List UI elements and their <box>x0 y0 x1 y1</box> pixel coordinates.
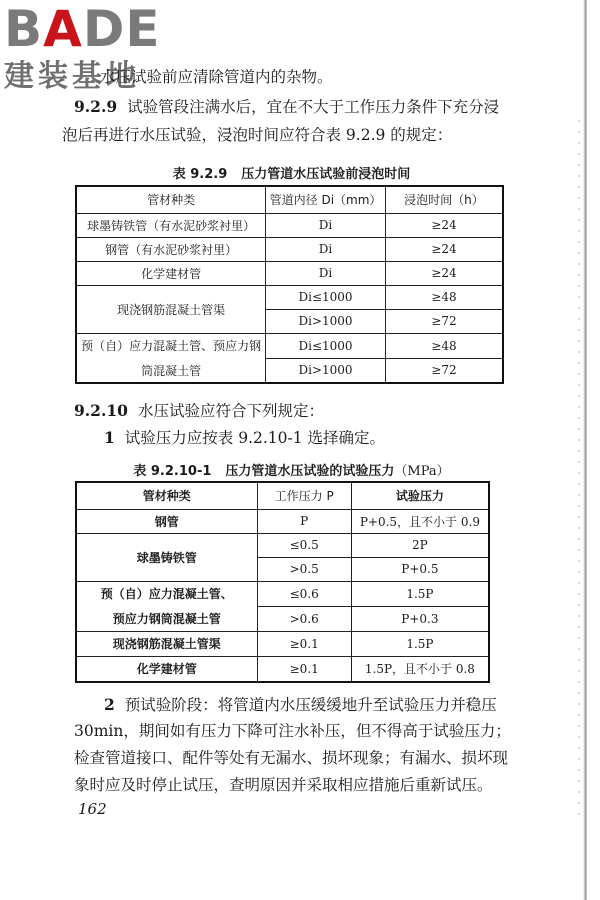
table-cell: Di <box>266 213 386 237</box>
logo-subtitle: 建装基地 <box>4 59 140 94</box>
table-cell: ≥24 <box>385 213 503 237</box>
table-cell: 预（自）应力混凝土管、 <box>76 581 257 606</box>
header-cell: 工作压力 P <box>257 482 351 509</box>
table-row <box>76 358 503 383</box>
table-cell: P+0.3 <box>351 606 489 631</box>
clause-text: 试验管段注满水后，宜在不大于工作压力条件下充分浸 <box>127 98 500 116</box>
item-text: 试验压力应按表 9.2.10-1 选择确定。 <box>124 429 386 447</box>
table-cell: 球墨铸铁管 <box>76 533 257 581</box>
table-cell: 化学建材管 <box>76 261 266 285</box>
table-header-row <box>76 482 489 509</box>
table-cell: Di <box>266 237 386 261</box>
logo-wordmark: BADE <box>4 0 161 58</box>
table-cell: 现浇钢筋混凝土管渠 <box>76 285 266 333</box>
table-cell: >0.5 <box>257 557 351 581</box>
table-cell: ≥24 <box>385 261 503 285</box>
item-number: 1 <box>104 428 115 447</box>
text-line: 水压试验前应清除管道内的杂物。 <box>100 68 333 86</box>
table-cell: P <box>257 509 351 533</box>
table-cell: ≥0.1 <box>257 631 351 656</box>
clause-number: 9.2.9 <box>74 97 118 116</box>
table-row <box>76 213 503 237</box>
header-cell: 浸泡时间（h） <box>385 186 503 213</box>
table-row <box>76 333 503 358</box>
table-cell: ≥48 <box>385 333 503 358</box>
table-cell: 化学建材管 <box>76 656 257 682</box>
table-cell: ≥24 <box>385 237 503 261</box>
clause-9-2-10 <box>74 396 574 426</box>
table-cell: Di>1000 <box>266 358 386 383</box>
table-cell: >0.6 <box>257 606 351 631</box>
text-line: 泡后再进行水压试验，浸泡时间应符合表 9.2.9 的规定： <box>62 126 453 144</box>
soak-time-table <box>75 185 504 384</box>
list-item <box>104 423 600 453</box>
test-pressure-table <box>75 481 490 683</box>
table-row <box>76 631 489 656</box>
table-cell: 钢管（有水泥砂浆衬里） <box>76 237 266 261</box>
page-number: 162 <box>78 800 107 818</box>
text-line: 象时应及时停止试压，查明原因并采取相应措施后重新试压。 <box>74 776 493 794</box>
table-cell: Di <box>266 261 386 285</box>
table-row <box>76 581 489 606</box>
table-cell: ≤0.5 <box>257 533 351 557</box>
table-row <box>76 509 489 533</box>
text-line: 检查管道接口、配件等处有无漏水、损坏现象；有漏水、损坏现 <box>74 749 509 767</box>
table-row <box>76 606 489 631</box>
table-cell: P+0.5，且不小于 0.9 <box>351 509 489 533</box>
header-cell: 试验压力 <box>351 482 489 509</box>
table-cell: 2P <box>351 533 489 557</box>
clause-9-2-9 <box>74 92 574 122</box>
table-row <box>76 533 489 557</box>
table-cell: 现浇钢筋混凝土管渠 <box>76 631 257 656</box>
table-cell: ≥72 <box>385 309 503 333</box>
table-row <box>76 656 489 682</box>
table-cell: Di≤1000 <box>266 333 386 358</box>
table-cell: ≥48 <box>385 285 503 309</box>
item-number: 2 <box>104 695 115 714</box>
table-row <box>76 261 503 285</box>
table-cell: Di>1000 <box>266 309 386 333</box>
header-cell: 管道内径 Di（mm） <box>266 186 386 213</box>
table1-caption: 表 9.2.9 压力管道水压试验前浸泡时间 <box>172 167 411 182</box>
clause-number: 9.2.10 <box>74 401 128 420</box>
table-cell: Di≤1000 <box>266 285 386 309</box>
table-cell: ≥0.1 <box>257 656 351 682</box>
table-cell: 筒混凝土管 <box>76 358 266 383</box>
table-cell: 1.5P <box>351 631 489 656</box>
table2-caption: 表 9.2.10-1 压力管道水压试验的试验压力（MPa） <box>133 464 450 479</box>
item-text: 预试验阶段：将管道内水压缓缓地升至试验压力并稳压 <box>124 696 497 714</box>
table-cell: 球墨铸铁管（有水泥砂浆衬里） <box>76 213 266 237</box>
table-cell: P+0.5 <box>351 557 489 581</box>
header-cell: 管材种类 <box>76 482 257 509</box>
header-cell: 管材种类 <box>76 186 266 213</box>
clause-text: 水压试验应符合下列规定： <box>137 402 324 420</box>
text-line: 30min，期间如有压力下降可注水补压，但不得高于试验压力； <box>74 722 511 740</box>
table-cell: 预（自）应力混凝土管、预应力钢 <box>76 333 266 358</box>
table-row <box>76 237 503 261</box>
table-cell: 1.5P，且不小于 0.8 <box>351 656 489 682</box>
table-row <box>76 285 503 309</box>
table-cell: 钢管 <box>76 509 257 533</box>
table-cell: ≤0.6 <box>257 581 351 606</box>
table-header-row <box>76 186 503 213</box>
table-cell: ≥72 <box>385 358 503 383</box>
table-cell: 1.5P <box>351 581 489 606</box>
table-cell: 预应力钢筒混凝土管 <box>76 606 257 631</box>
list-item <box>104 690 600 720</box>
